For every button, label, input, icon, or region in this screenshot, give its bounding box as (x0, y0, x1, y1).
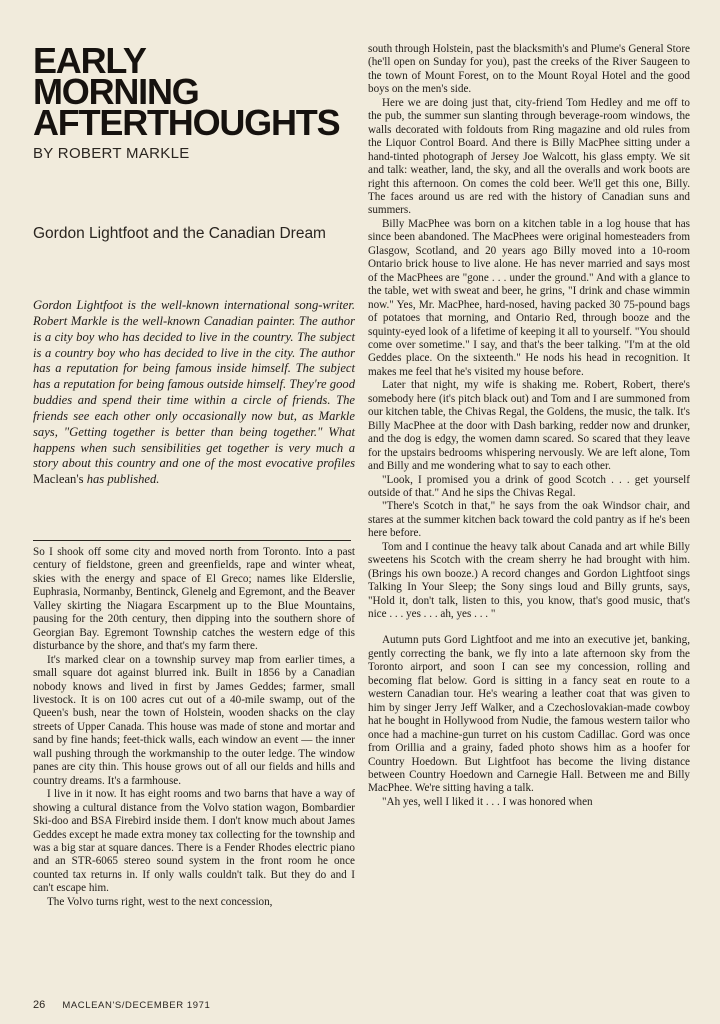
left-column-body (33, 546, 355, 909)
body-paragraph: Later that night, my wife is shaking me. Robert, Robert, there's somebody here (it's pitch black out) and Tom and I are summoned from our kitchen table, the Chivas Regal, the Goldens, the music, the talk. It's Billy MacPhee at the door with Dash barking, redder now and drunker, and the dog is edgy, the women damn scared. So scared that they leave for the upstairs bedrooms whispering nervously. We are left alone, Tom and Billy and me wondering what to say to each other. (368, 379, 690, 473)
body-paragraph: Billy MacPhee was born on a kitchen table in a log house that has since been abandoned. The MacPhees were original homesteaders from Glasgow, Scotland, and 20 years ago Billy moved into a 10-room Ontario brick house to live alone. He has never married and says most of the MacPhees are "gone . . . under the ground." And with a glance to the table, wet with sweat and beer, he grins, "I drink and chase wimmin now." Yes, Mr. MacPhee, hard-nosed, having packed 30 75-pound bags of potatoes that morning, and Ontario Red, through booze and the squinty-eyed look of a lifetime of keeping it all to yourself. "You should come over sometime." I say, and that's the beer talking. "I'm at the old Geddes place. On the sixteenth." He nods his head in recognition. It makes me feel that he's visited my house before. (368, 217, 690, 378)
body-paragraph: I live in it now. It has eight rooms and two barns that have a way of showing a cultural distance from the Volvo station wagon, Bombardier Ski-doo and BSA Firebird inside them. I don't know much about James Geddes except he made extra money tax collecting for the township and was a big star at square dances. There is a Fender Rhodes electric piano and an STR-6065 stereo sound system in the front room he once counted tax returns in. If only walls couldn't talk. But they do and I can't escape him. (33, 788, 355, 895)
intro-paragraph (33, 298, 355, 488)
page-number: 26 (33, 999, 46, 1011)
body-paragraph: "There's Scotch in that," he says from the oak Windsor chair, and stares at the summer kitchen back toward the cold pantry as if he's been here before. (368, 500, 690, 540)
intro-publication: Maclean's (33, 472, 84, 487)
intro-text: Gordon Lightfoot is the well-known international song-writer. Robert Markle is the well-known Canadian painter. The author is a city boy who has decided to live in the country. The subject is a country boy who has decided to live in the city. The author has a reputation for being famous inside himself. The subject has a reputation for being famous outside himself. They're good buddies and spend their time within a circle of friends. The friends see each other only occasionally now but, as Markle says, "Getting together is better than being together." What happens when such sensibilities get together is very much a story about this country and one of the most evocative profiles (33, 298, 355, 471)
title-line: AFTERTHOUGHTS (33, 102, 340, 143)
body-paragraph: Tom and I continue the heavy talk about Canada and art while Billy sweetens his Scotch with the cream sherry he had brought with him. (Brings his own booze.) A record changes and Gordon Lightfoot sings Talking In Your Sleep; the Sony sings loud and Billy grunts, says, "Hold it, don't talk, listen to this, you know, that's good music, that's nice . . . yes . . . ah, yes . . . " (368, 540, 690, 621)
body-paragraph: Here we are doing just that, city-friend Tom Hedley and me off to the pub, the summer sun slanting through beverage-room windows, the walls decorated with foldouts from Ring magazine and old rules from the Liquor Control Board. And there is Billy MacPhee sitting under a hand-tinted photograph of Jersey Joe Walcott, his glass empty. We sit and talk: weather, land, the sky, and all the overalls and work boots are right this afternoon. On comes the cold beer. We'll get this one, Billy. The faces around us are red with the history of Canadian suns and summers. (368, 96, 690, 217)
body-paragraph: "Ah yes, well I liked it . . . I was honored when (382, 795, 593, 808)
page-footer (33, 999, 210, 1011)
publication-date: MACLEAN'S/DECEMBER 1971 (62, 1000, 211, 1011)
section-divider (33, 540, 351, 541)
right-column-body (368, 43, 690, 809)
byline: BY ROBERT MARKLE (33, 145, 190, 162)
body-paragraph: Autumn puts Gord Lightfoot and me into an executive jet, banking, gently correcting the bank, we fly into a late afternoon sky from the Toronto airport, and soon I can see my concession, rolling and becoming flat below. Gord is sitting in a fancy seat en route to a western Canadian tour. He's wearing a leather coat that was given to him by singer Jerry Jeff Walker, and a Czechoslovakian-made cowboy hat he bought in Hollywood from Nudie, the famous western tailor who once had a machine-gun turret on his custom Cadillac. Gord was once from Orillia and a grainy, faded photo shows him as a hoofer for Country Hoedown. But Lightfoot has become the living distance between Country Hoedown and Carnegie Hall. Between me and Billy MacPhee. We're sitting having a talk. (368, 634, 690, 795)
body-paragraph: So I shook off some city and moved north from Toronto. Into a past century of fieldstone, green and greenfields, rape and winter wheat, skies with the energy and space of El Greco; names like Elderslie, Euphrasia, Normanby, Bentinck, Glenelg and Egremont, and the Beaver Valley skirting the Niagara Escarpment up to the Blue Mountains, pausing for the 20th century, then dipping into the southern shore of Georgian Bay. Egremont Township catches the western edge of this disturbance by the shore, and that's my farm there. (33, 546, 355, 653)
article-title (33, 40, 363, 143)
intro-end: has published. (86, 472, 160, 487)
article-subtitle: Gordon Lightfoot and the Canadian Dream (33, 225, 326, 242)
body-paragraph: south through Holstein, past the blacksmith's and Plume's General Store (he'll open on Sunday for you), past the creeks of the River Saugeen to the town of Mount Forest, on to the Mount Royal Hotel and the good boys on the men's side. (368, 43, 690, 96)
body-paragraph: "Look, I promised you a drink of good Scotch . . . get yourself outside of that." And he sips the Chivas Regal. (368, 473, 690, 499)
body-paragraph: It's marked clear on a township survey map from earlier times, a small square dot against blurred ink. Built in 1856 by a Canadian nobody knows and lived in first by James Geddes; farmer, small livestock. It is on 100 acres cut out of a 40-mile swamp, out of the Queen's bush, near the town of Holstein, wooden shacks on the clay streets of Upper Canada. This house was made of stone and mortar and sand by fine hands; feet-thick walls, each window an event — the inner wall pushing through the workmanship to the outer ledge. The window panes are city thin. This house grows out of all our fields and hills and country dreams. It's a farmhouse. (33, 653, 355, 787)
body-paragraph: The Volvo turns right, west to the next concession, (47, 895, 273, 908)
title-line: EARLY (33, 40, 146, 81)
title-line: MORNING (33, 71, 199, 112)
